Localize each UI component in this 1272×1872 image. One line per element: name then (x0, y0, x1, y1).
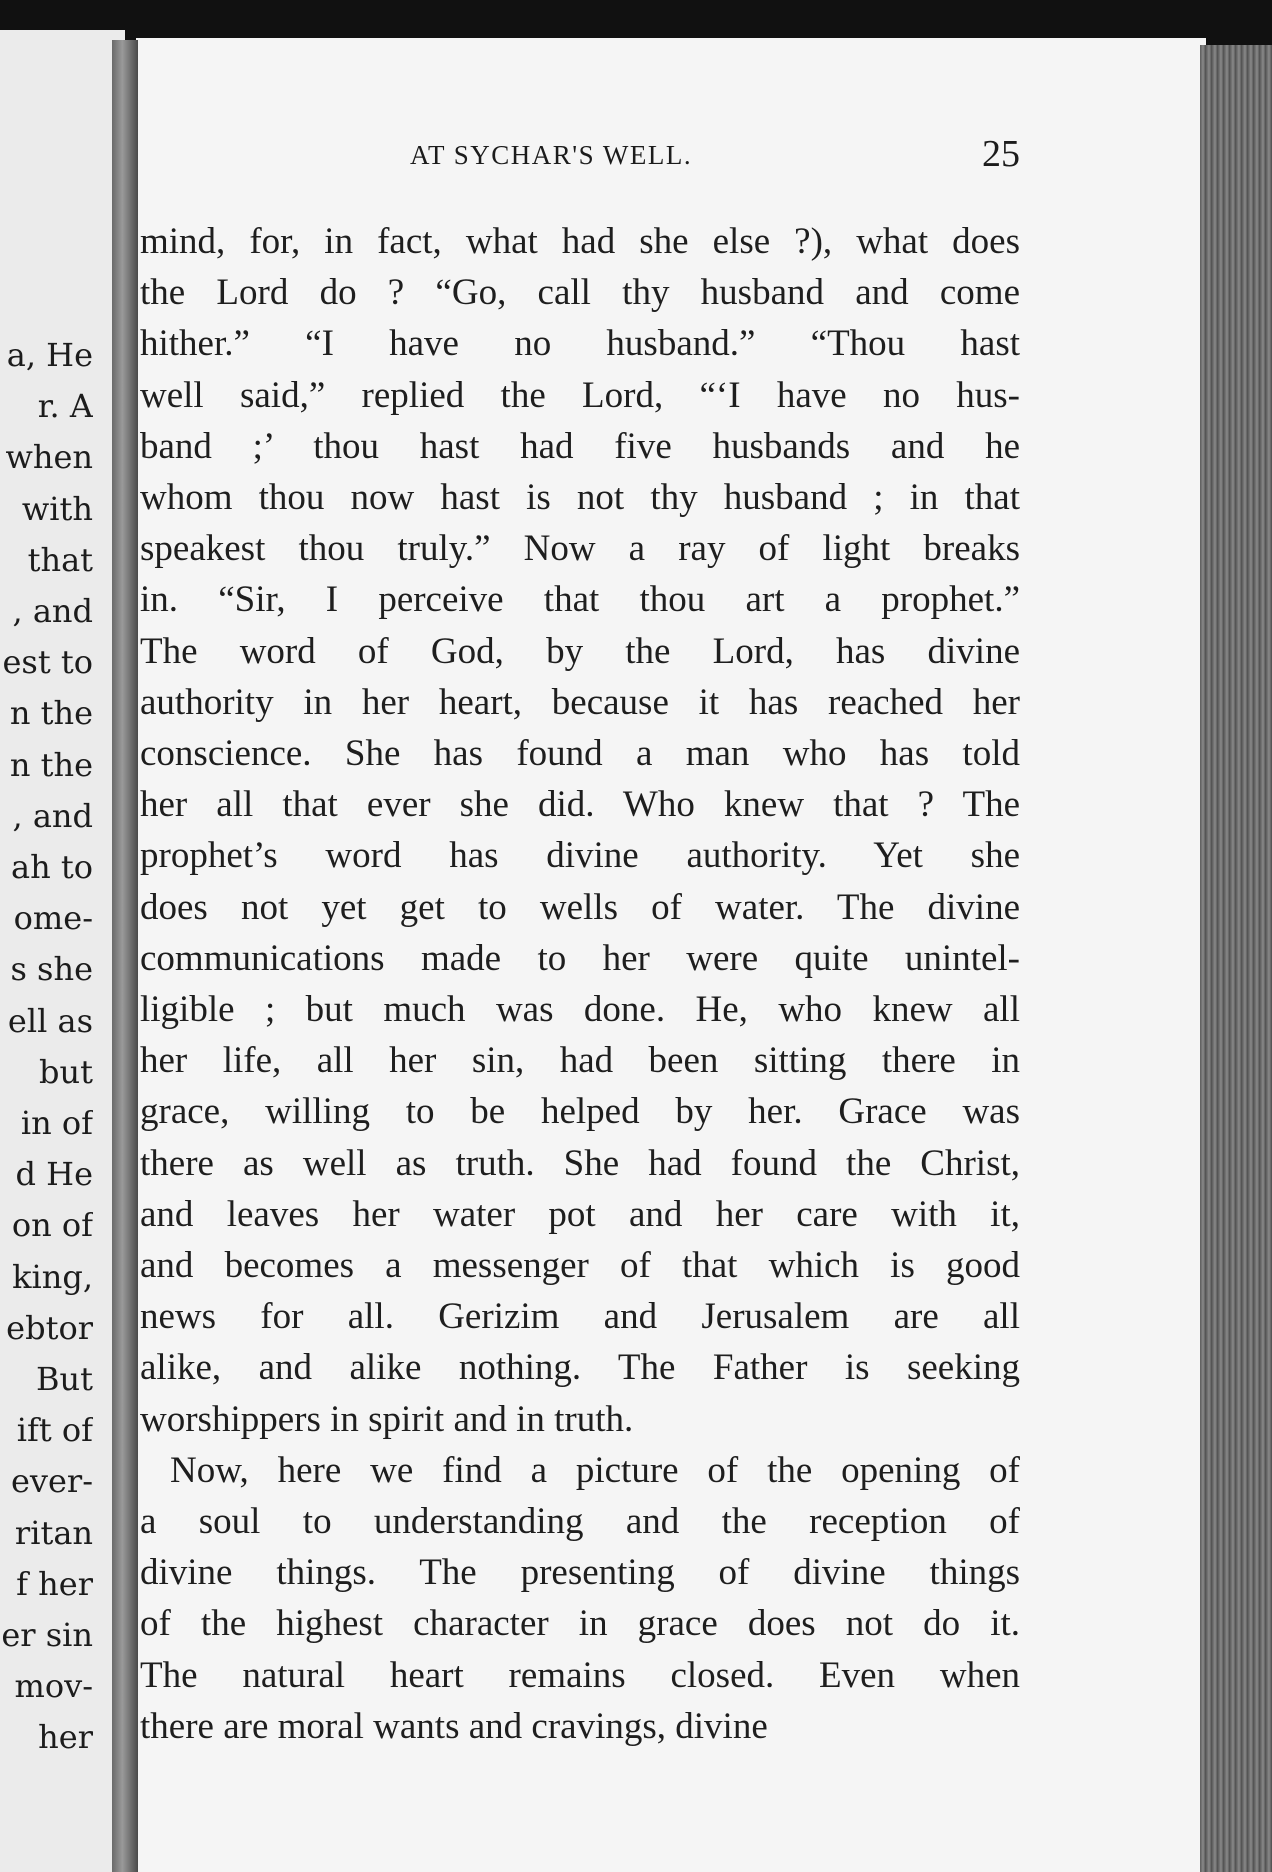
left-page (0, 30, 125, 1872)
text-line: her life, all her sin, had been sitting there in (140, 1040, 1020, 1082)
text-line: authority in her heart, because it has reached her (140, 681, 1020, 723)
page-number: 25 (982, 133, 1020, 175)
text-line: well said,” replied the Lord, “‘I have no hus- (140, 374, 1020, 416)
left-page-line: that (27, 540, 93, 579)
text-line: does not yet get to wells of water. The divine (140, 886, 1020, 928)
left-page-line: ever- (10, 1462, 93, 1501)
text-line: a soul to understanding and the reception of (140, 1501, 1020, 1543)
left-page-line: ift of (16, 1411, 93, 1450)
text-line: her all that ever she did. Who knew that ? The (140, 784, 1020, 826)
left-page-line: in of (20, 1104, 93, 1143)
text-line: The natural heart remains closed. Even when (140, 1654, 1020, 1696)
text-line: there as well as truth. She had found the Christ, (140, 1142, 1020, 1184)
text-line: ligible ; but much was done. He, who knew all (140, 989, 1020, 1031)
running-title: AT SYCHAR'S WELL. (410, 140, 693, 170)
book-gutter (112, 40, 138, 1872)
left-page-line: ritan (14, 1513, 93, 1552)
left-page-line: on of (11, 1206, 93, 1245)
text-line: and becomes a messenger of that which is good (140, 1245, 1020, 1287)
left-page-line: her (38, 1718, 93, 1757)
text-line: worshippers in spirit and in truth. (140, 1398, 634, 1440)
text-line: divine things. The presenting of divine things (140, 1552, 1020, 1594)
left-page-text (0, 330, 93, 1764)
left-page-line: with (21, 489, 93, 528)
text-line: mind, for, in fact, what had she else ?), what does (140, 221, 1020, 262)
left-page-line: er sin (1, 1616, 93, 1655)
text-line: conscience. She has found a man who has told (140, 733, 1020, 775)
left-page-line: a, He (6, 336, 93, 374)
text-line: whom thou now hast is not thy husband ; in that (140, 477, 1020, 519)
text-line: grace, willing to be helped by her. Grace was (140, 1091, 1020, 1133)
left-page-line: r. A (37, 387, 93, 426)
text-line: alike, and alike nothing. The Father is seeking (140, 1347, 1020, 1389)
text-line: news for all. Gerizim and Jerusalem are all (140, 1296, 1020, 1338)
page-header (410, 132, 1020, 182)
left-page-line: ome- (13, 899, 93, 938)
text-line: in. “Sir, I perceive that thou art a prophet.” (140, 579, 1020, 621)
left-page-line: ah to (11, 848, 93, 887)
text-line: band ;’ thou hast had five husbands and he (140, 425, 1020, 467)
left-page-line: d He (15, 1155, 93, 1194)
left-page-line: But (36, 1360, 93, 1399)
left-page-line: but (39, 1052, 93, 1091)
left-page-line: king, (12, 1257, 93, 1296)
page-edges (1200, 45, 1272, 1872)
text-line: The word of God, by the Lord, has divine (140, 630, 1020, 672)
text-line: of the highest character in grace does not do it. (140, 1603, 1020, 1645)
body-text (140, 216, 1020, 1752)
left-page-line: n the (9, 745, 93, 784)
left-page-line: mov- (14, 1667, 93, 1706)
left-page-line: when (5, 438, 93, 477)
left-page-line: f her (16, 1564, 93, 1603)
text-line: and leaves her water pot and her care with it, (140, 1193, 1020, 1235)
left-page-line: est to (2, 643, 93, 682)
text-line: speakest thou truly.” Now a ray of light breaks (140, 528, 1020, 570)
left-page-line: , and (12, 796, 93, 835)
text-line: the Lord do ? “Go, call thy husband and come (140, 272, 1020, 314)
text-line: hither.” “I have no husband.” “Thou hast (140, 323, 1020, 365)
left-page-line: , and (12, 592, 93, 631)
text-line: there are moral wants and cravings, divine (140, 1705, 768, 1747)
left-page-line: ebtor (6, 1308, 93, 1347)
text-line: communications made to her were quite unintel- (140, 937, 1020, 979)
left-page-line: ell as (7, 1001, 93, 1040)
text-line: prophet’s word has divine authority. Yet she (140, 835, 1020, 877)
left-page-line: n the (9, 694, 93, 733)
text-line: Now, here we find a picture of the opening of (170, 1449, 1020, 1491)
left-page-line: s she (10, 950, 93, 989)
